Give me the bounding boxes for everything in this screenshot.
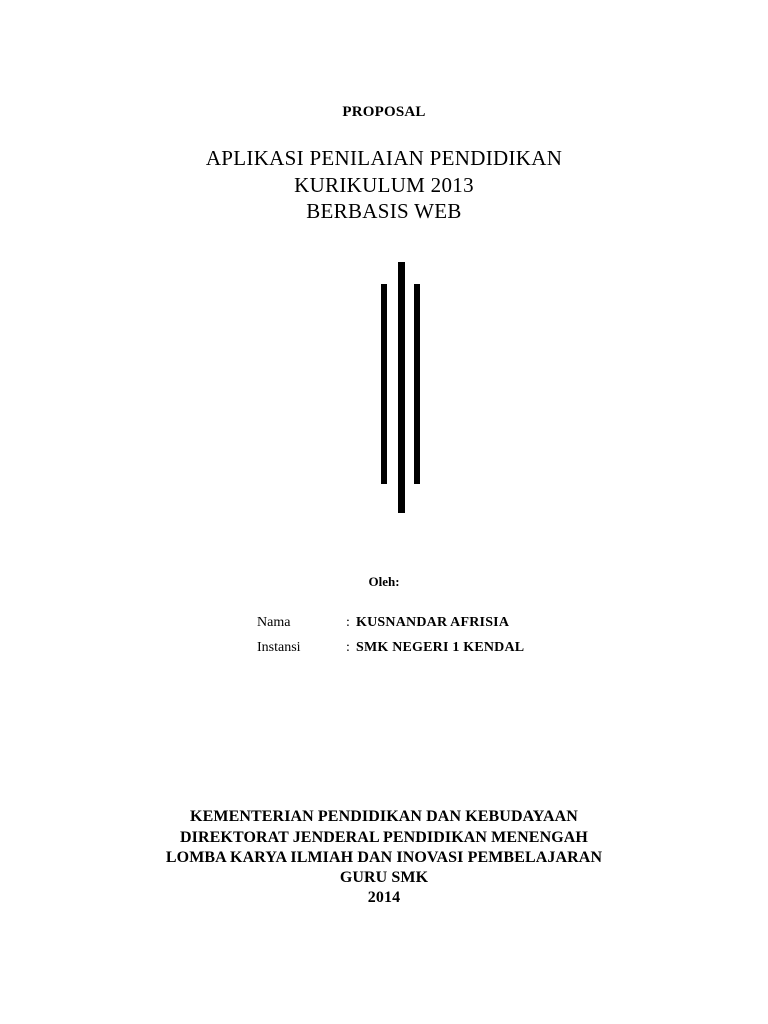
document-type-label: PROPOSAL	[342, 104, 426, 120]
footer-line-directorate: DIREKTORAT JENDERAL PENDIDIKAN MENENGAH	[180, 829, 588, 846]
institution-field-separator: :	[346, 640, 350, 655]
institution-field-label: Instansi	[257, 640, 301, 655]
name-field-separator: :	[346, 615, 350, 630]
footer-line-ministry: KEMENTERIAN PENDIDIKAN DAN KEBUDAYAAN	[190, 808, 578, 825]
title-line-2: KURIKULUM 2013	[294, 173, 474, 197]
author-heading: Oleh:	[368, 574, 400, 589]
footer-line-audience: GURU SMK	[339, 869, 429, 886]
name-field-value: KUSNANDAR AFRISIA	[356, 615, 510, 630]
footer-line-year: 2014	[367, 889, 401, 906]
ornament-bar-left	[381, 284, 387, 484]
footer-line-competition: LOMBA KARYA ILMIAH DAN INOVASI PEMBELAJARAN	[165, 849, 603, 866]
title-line-1: APLIKASI PENILAIAN PENDIDIKAN	[205, 146, 563, 170]
title-line-3: BERBASIS WEB	[306, 199, 462, 223]
name-field-label: Nama	[257, 615, 291, 630]
ornament-bar-right	[414, 284, 420, 484]
ornament-bar-center	[398, 262, 405, 513]
institution-field-value: SMK NEGERI 1 KENDAL	[356, 640, 525, 655]
